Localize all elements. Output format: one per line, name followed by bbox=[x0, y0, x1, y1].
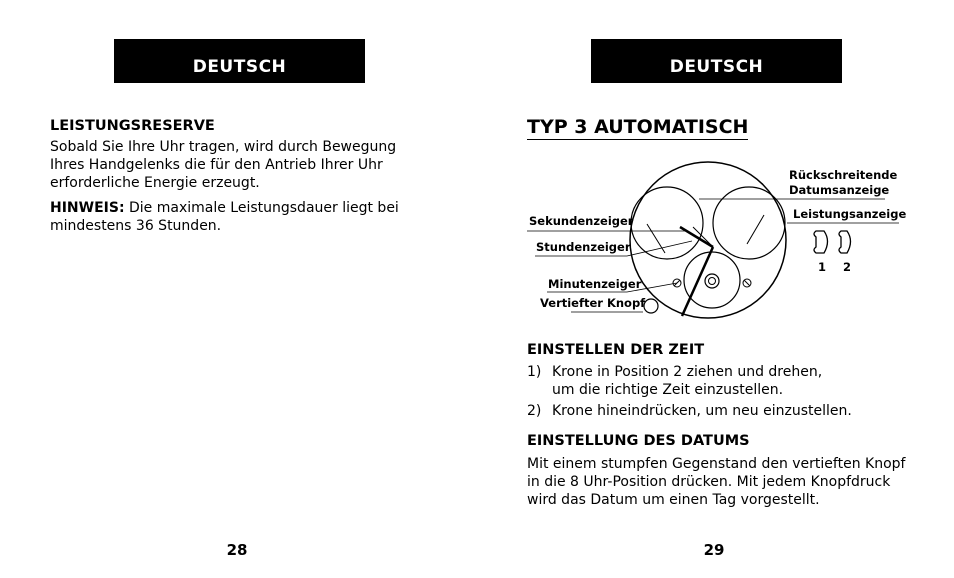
set-time-heading: EINSTELLEN DER ZEIT bbox=[527, 342, 705, 358]
label-hour-hand: Stundenzeiger bbox=[536, 240, 631, 254]
label-retro-date-2: Datumsanzeige bbox=[789, 183, 890, 197]
note-paragraph bbox=[50, 199, 410, 235]
watch-diagram bbox=[477, 155, 954, 330]
list-item: 2) Krone hineindrücken, um neu einzustellen. bbox=[527, 403, 852, 419]
intro-paragraph: Sobald Sie Ihre Uhr tragen, wird durch Bewegung Ihres Handgelenks die für den Antrieb Ihrer Uhr erforderliche Energie erzeugt. bbox=[50, 139, 397, 191]
seconds-subdial bbox=[631, 187, 703, 259]
label-retro-date-1: Rückschreitende bbox=[789, 168, 898, 182]
crown-position-2 bbox=[839, 231, 851, 253]
crown-pos-1-label: 1 bbox=[818, 260, 827, 274]
recessed-button bbox=[644, 299, 658, 313]
set-date-heading: EINSTELLUNG DES DATUMS bbox=[527, 433, 750, 449]
page-number: 28 bbox=[226, 541, 248, 559]
label-recessed-button: Vertiefter Knopf bbox=[540, 296, 646, 310]
page-title: TYP 3 AUTOMATISCH bbox=[527, 116, 749, 138]
note-label: HINWEIS: bbox=[50, 200, 125, 216]
label-second-hand: Sekundenzeiger bbox=[529, 214, 634, 228]
note-text: Die maximale Leistungsdauer liegt bei mindestens 36 Stunden. bbox=[50, 200, 399, 234]
list-item: 1) Krone in Position 2 ziehen und drehen, um die richtige Zeit einzustellen. bbox=[527, 364, 823, 398]
section-heading: LEISTUNGSRESERVE bbox=[50, 118, 215, 134]
date-subdial bbox=[684, 252, 740, 308]
watch-dial bbox=[630, 162, 786, 318]
language-header: DEUTSCH bbox=[591, 39, 842, 83]
set-date-paragraph: Mit einem stumpfen Gegenstand den vertieften Knopf in die 8 Uhr-Position drücken. Mit jedem Knopfdruck wird das Datum um einen Tag vorgestellt. bbox=[527, 456, 906, 508]
page-number: 29 bbox=[703, 541, 725, 559]
label-power-reserve: Leistungsanzeige bbox=[793, 207, 907, 221]
label-minute-hand: Minutenzeiger bbox=[548, 277, 642, 291]
power-reserve-subdial bbox=[713, 187, 785, 259]
language-header: DEUTSCH bbox=[114, 39, 365, 83]
crown-position-1 bbox=[814, 231, 828, 253]
right-page bbox=[477, 0, 954, 578]
crown-pos-2-label: 2 bbox=[843, 260, 852, 274]
set-time-list bbox=[527, 363, 927, 423]
